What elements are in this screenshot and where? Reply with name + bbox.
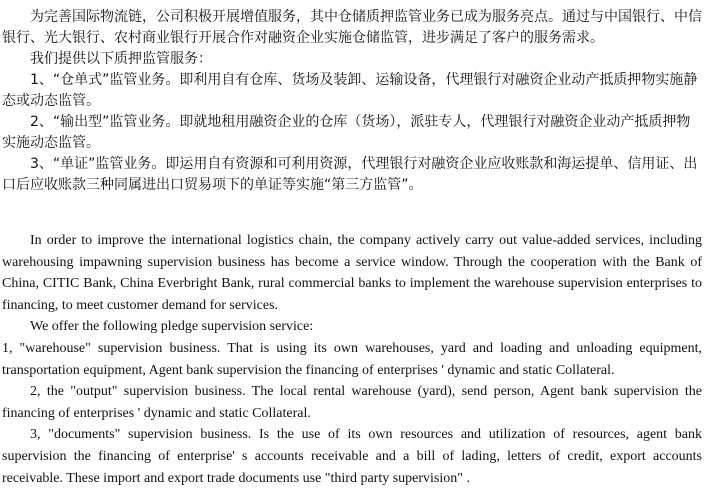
english-section bbox=[0, 196, 704, 489]
chinese-service-item-1: 1、“仓单式”监管业务。即利用自有仓库、货场及装卸、运输设备，代理银行对融资企业动产抵质押物实施静态或动态监管。 bbox=[2, 72, 698, 109]
chinese-service-item-3: 3、“单证”监管业务。即运用自有资源和可利用资源，代理银行对融资企业应收账款和海运提单、信用证、出口后应收账款三种同属进出口贸易项下的单证等实施“第三方监管”。 bbox=[2, 156, 698, 193]
english-service-item-2: 2, the "output" supervision business. The local rental warehouse (yard), send person, Agent bank supervision the financing of enterprises ' dynamic and static Collateral. bbox=[2, 384, 702, 421]
chinese-service-item-2: 2、“输出型”监管业务。即就地租用融资企业的仓库（货场），派驻专人，代理银行对融资企业动产抵质押物实施动态监管。 bbox=[2, 114, 691, 151]
chinese-section bbox=[0, 0, 704, 196]
english-services-heading: We offer the following pledge supervision service: bbox=[30, 319, 314, 335]
chinese-services-heading: 我们提供以下质押监管服务： bbox=[30, 51, 212, 67]
chinese-intro-paragraph: 为完善国际物流链，公司积极开展增值服务，其中仓储质押监管业务已成为服务亮点。通过与中国银行、中信银行、光大银行、农村商业银行开展合作对融资企业实施仓储监管，进步满足了客户的服务需求。 bbox=[2, 9, 702, 46]
english-service-item-1: 1, "warehouse" supervision business. That is using its own warehouses, yard and loading and unloading equipment, transportation equipment, Agent bank supervision the financing of enterprises ' dynamic and static Collateral. bbox=[2, 340, 702, 378]
english-intro-paragraph: In order to improve the international logistics chain, the company actively carry out value-added services, including warehousing impawning supervision business has become a service window. Through the cooperation with the Bank of China, CITIC Bank, China Everbright Bank, rural commercial banks to implement the warehouse supervision enterprises to financing, to meet customer demand for services. bbox=[2, 233, 702, 313]
english-service-item-3: 3, "documents" supervision business. Is the use of its own resources and utilization of resources, agent bank supervision the financing of enterprise' s accounts receivable and a bill of lading, letters of credit, export accounts receivable. These import and export trade documents use "third party supervision" . bbox=[2, 427, 702, 486]
